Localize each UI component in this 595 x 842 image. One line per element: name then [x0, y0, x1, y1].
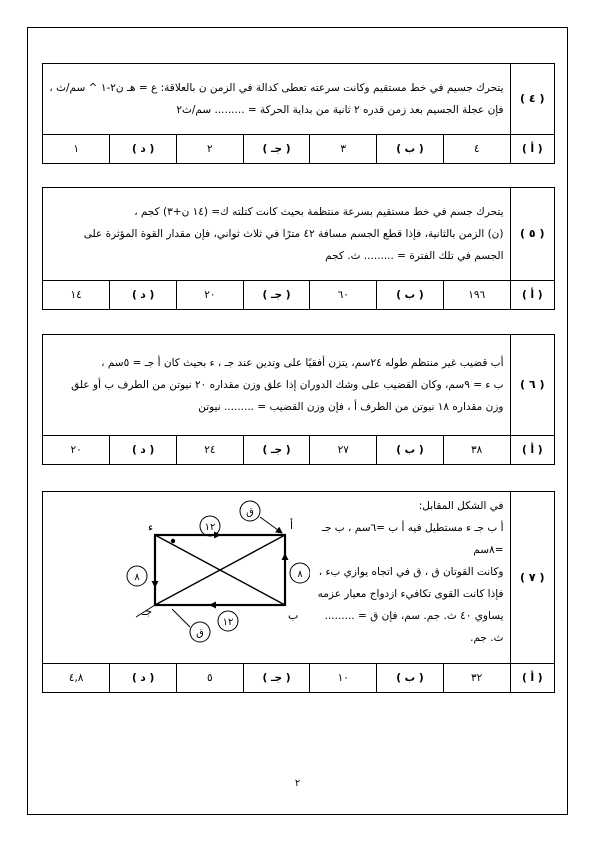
question-line: الجسم في تلك الفترة = ......... ث. كجم: [325, 249, 504, 262]
option-label-c: ( جـ ): [243, 280, 310, 309]
option-value-b[interactable]: ٣: [310, 134, 377, 163]
option-label-d: ( د ): [110, 435, 177, 464]
question-line: وزن مقداره ١٨ نيوتن من الطرف أ ، فإن وزن القضيب = ......... نيوتن: [198, 400, 504, 413]
question-5: [42, 187, 555, 310]
vertex-label-c: جـ: [141, 605, 152, 619]
option-value-a[interactable]: ٣٨: [443, 435, 510, 464]
option-label-c: ( جـ ): [243, 435, 310, 464]
option-label-d: ( د ): [110, 134, 177, 163]
figure-cell: [43, 492, 310, 663]
question-line: وكانت القوتان ق ، ق في اتجاه يوازي بء ،: [318, 566, 504, 578]
question-6: [42, 334, 555, 465]
page-number: ٢: [294, 778, 301, 789]
option-value-d[interactable]: ١٤: [43, 280, 110, 309]
question-number: ( ٧ ): [510, 492, 554, 663]
force-label-q-top: ق: [246, 507, 254, 519]
option-label-a: ( أ ): [510, 435, 554, 464]
question-line: يتحرك جسيم في خط مستقيم وكانت سرعته تعطى كدالة في الزمن ن بالعلاقة: ع = هـ ن٢-١ ^ سم/ث ،: [49, 81, 504, 94]
option-label-a: ( أ ): [510, 280, 554, 309]
rectangle-forces-diagram: [110, 497, 310, 657]
force-label-8-right: ٨: [297, 569, 303, 581]
question-text: [43, 188, 510, 280]
question-4: [42, 63, 555, 164]
question-line: ب ء = ٩سم، وكان القضيب على وشك الدوران إذا علق وزن مقداره ٢٠ نيوتن من الطرف ب أو علق: [71, 378, 504, 391]
question-line: يتحرك جسم في خط مستقيم بسرعة منتظمة بحيث كانت كتلته ك= (١٤ ن+٣) كجم ،: [134, 205, 504, 218]
question-line: في الشكل المقابل:: [418, 500, 504, 512]
option-value-d[interactable]: ٢٠: [43, 435, 110, 464]
option-label-d: ( د ): [110, 280, 177, 309]
force-label-12-bottom: ١٢: [222, 617, 234, 629]
option-value-c[interactable]: ٥: [176, 663, 243, 692]
question-line: أ ب جـ ء مستطيل فيه أ ب =٦سم ، ب جـ =٨سم: [321, 522, 504, 556]
question-line: فإذا كانت القوى تكافيء ازدواج معيار عزمه: [317, 588, 504, 600]
question-text: [43, 64, 510, 134]
option-label-d: ( د ): [110, 663, 177, 692]
question-line: أب قضيب غير منتظم طوله ٢٤سم، يتزن أفقيًا على وتدين عند جـ ، ء بحيث كان أ جـ = ٥سم ،: [101, 356, 504, 369]
option-value-a[interactable]: ٤: [443, 134, 510, 163]
option-label-a: ( أ ): [510, 134, 554, 163]
option-value-d[interactable]: ١: [43, 134, 110, 163]
force-label-8-left: ٨: [134, 572, 140, 584]
question-7: [42, 491, 555, 693]
question-text: [310, 492, 510, 663]
option-value-b[interactable]: ٦٠: [310, 280, 377, 309]
option-value-c[interactable]: ٢٤: [176, 435, 243, 464]
option-value-a[interactable]: ١٩٦: [443, 280, 510, 309]
option-value-a[interactable]: ٣٢: [443, 663, 510, 692]
question-number: ( ٥ ): [510, 188, 554, 280]
option-label-c: ( جـ ): [243, 663, 310, 692]
vertex-label-d: ء: [147, 521, 154, 535]
force-line: [172, 609, 190, 627]
option-label-b: ( ب ): [377, 134, 444, 163]
option-label-a: ( أ ): [510, 663, 554, 692]
question-line: (ن) الزمن بالثانية، فإذا قطع الجسم مسافة ٤٢ مترًا في ثلاث ثواني، فإن مقدار القوة المؤثرة على: [83, 227, 504, 240]
option-value-b[interactable]: ١٠: [310, 663, 377, 692]
question-number: ( ٦ ): [510, 335, 554, 435]
option-label-b: ( ب ): [377, 663, 444, 692]
force-arrow: [260, 517, 282, 533]
option-label-b: ( ب ): [377, 280, 444, 309]
vertex-label-b: ب: [287, 609, 299, 623]
option-value-b[interactable]: ٢٧: [310, 435, 377, 464]
option-value-c[interactable]: ٢: [176, 134, 243, 163]
option-value-c[interactable]: ٢٠: [176, 280, 243, 309]
question-line: يساوي ٤٠ ث. جم. سم، فإن ق = ......... ث. جم.: [324, 610, 504, 644]
force-label-12-top: ١٢: [204, 522, 216, 534]
option-label-b: ( ب ): [377, 435, 444, 464]
option-label-c: ( جـ ): [243, 134, 310, 163]
option-value-d[interactable]: ٤,٨: [43, 663, 110, 692]
question-text: [43, 335, 510, 435]
vertex-label-a: أ: [289, 519, 293, 533]
question-line: فإن عجلة الجسيم بعد زمن قدره ٢ ثانية من بداية الحركة = ......... سم/ث٢: [176, 103, 504, 116]
dot-marker: [171, 539, 175, 543]
force-label-q-bottom: ق: [196, 628, 204, 640]
question-number: ( ٤ ): [510, 64, 554, 134]
